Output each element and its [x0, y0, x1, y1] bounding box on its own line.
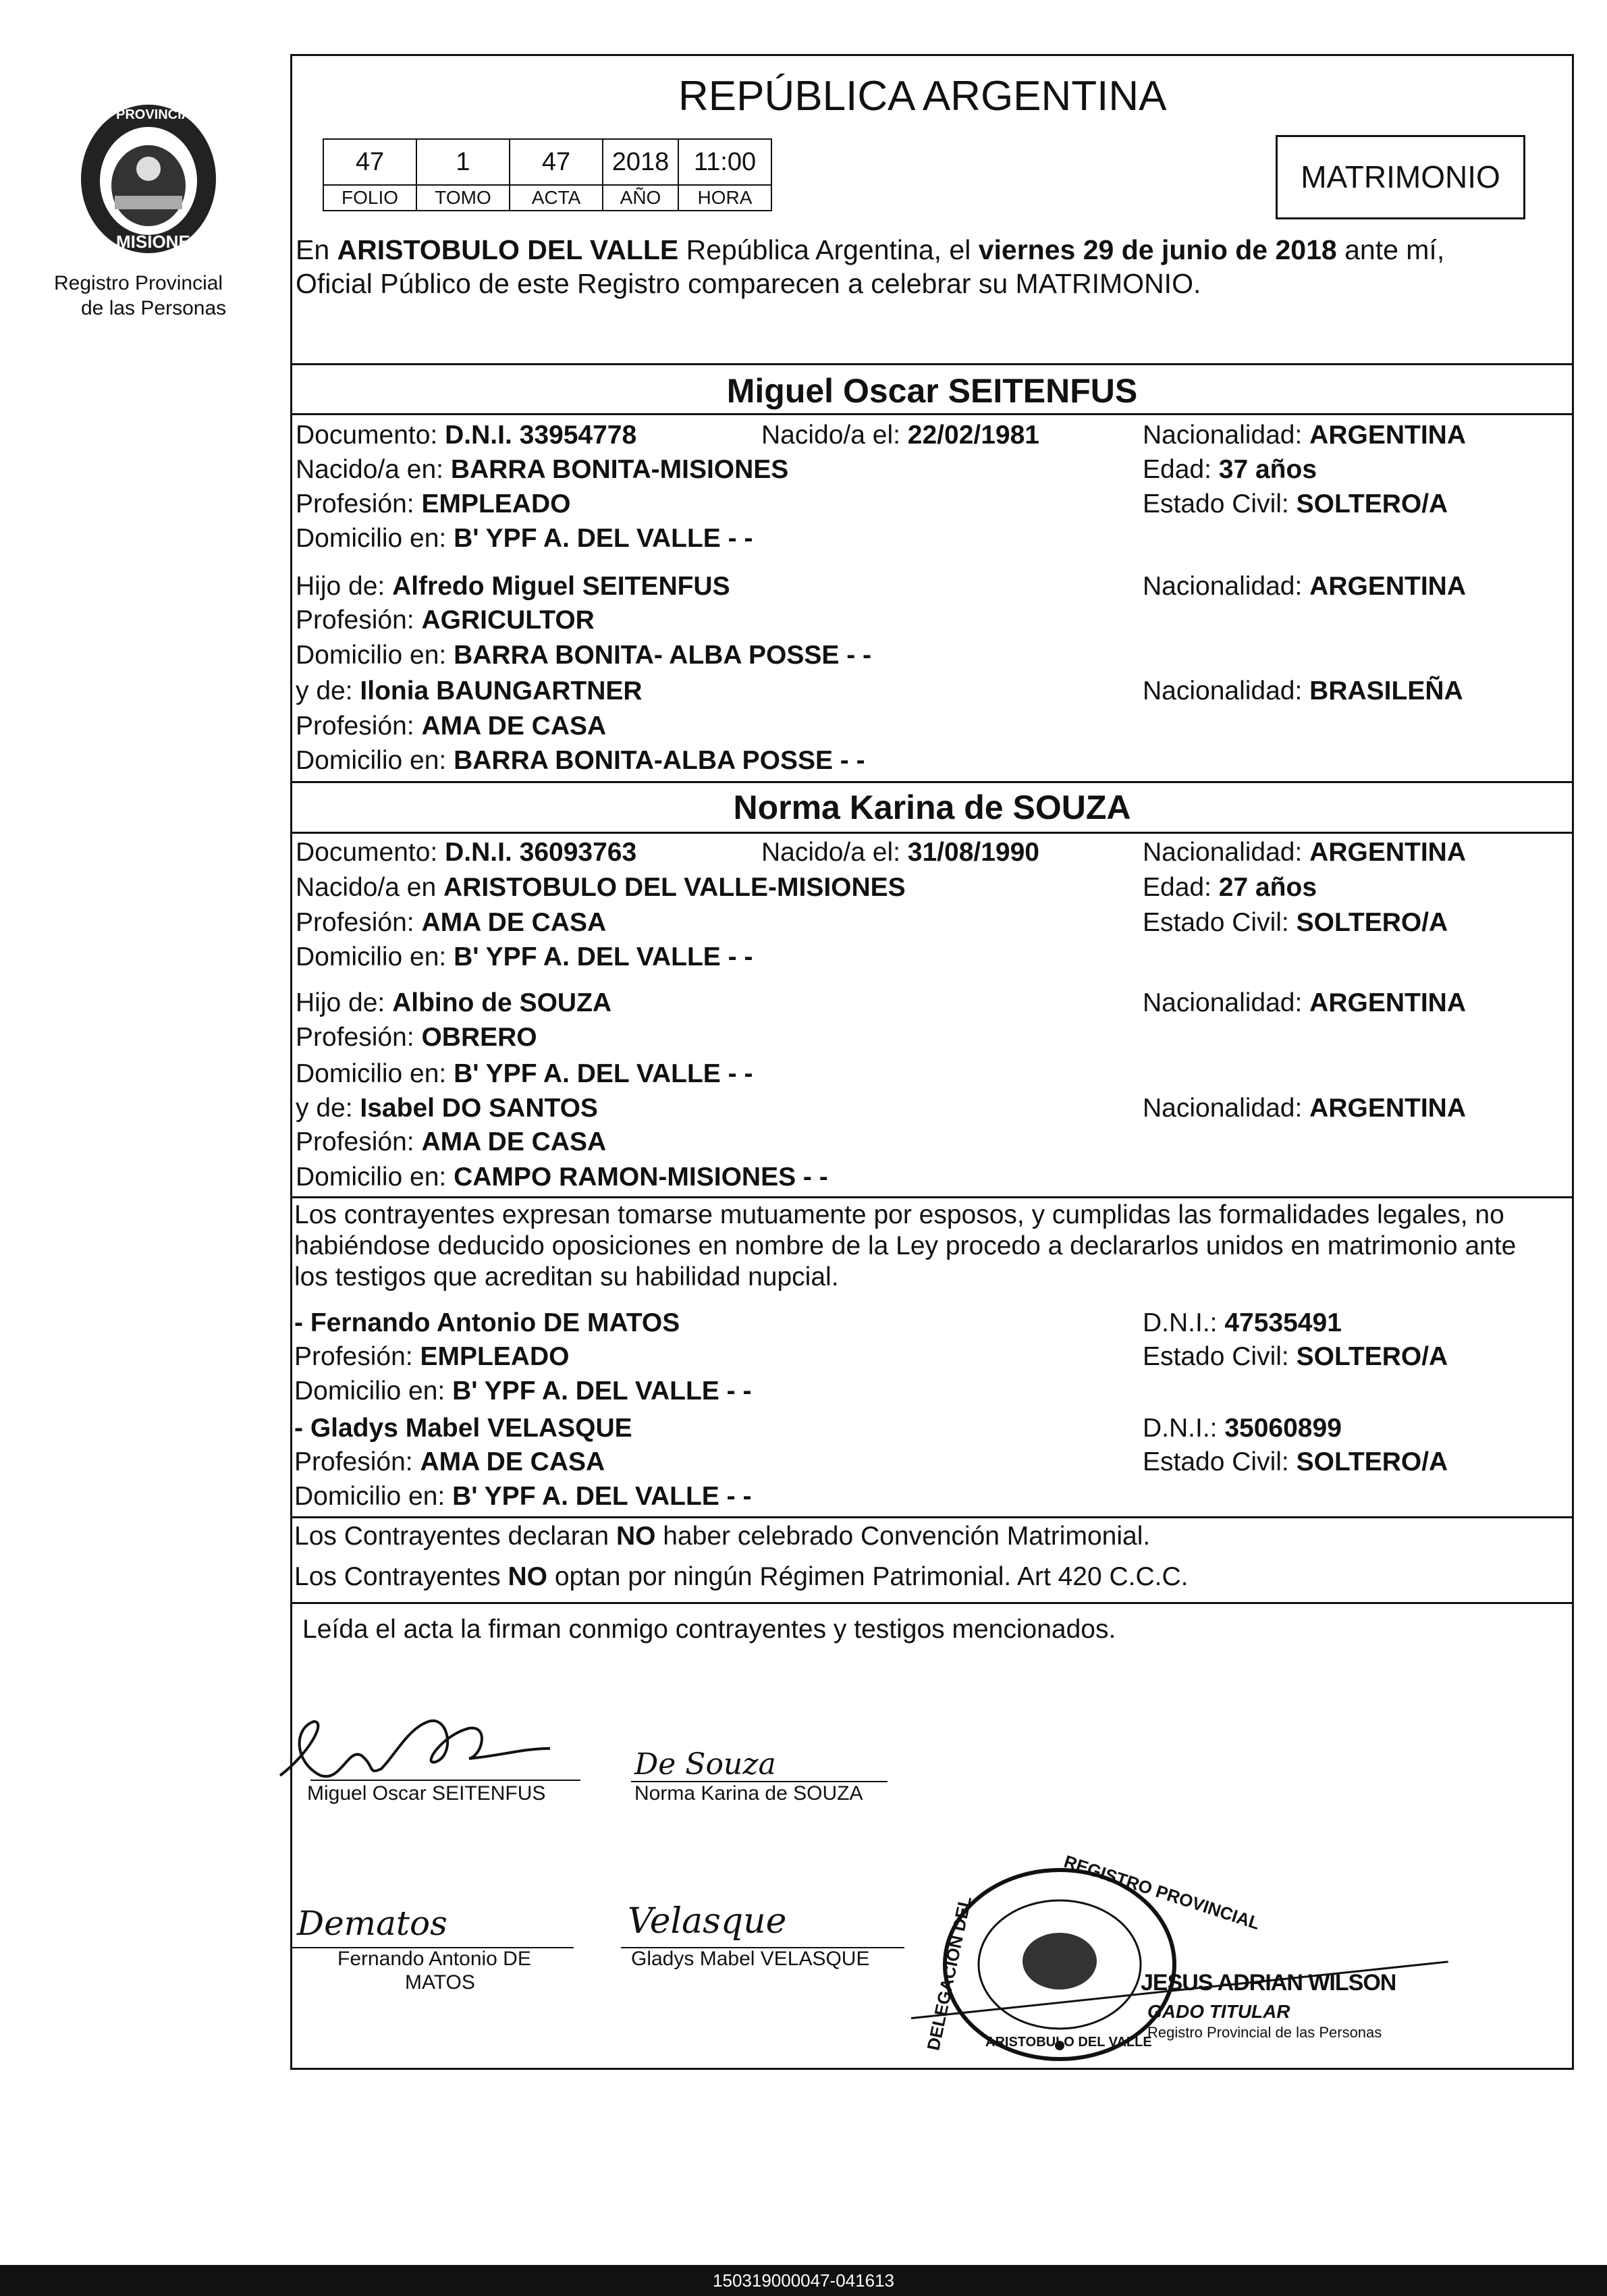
spouse1-name: Miguel Oscar SEITENFUS	[726, 372, 1138, 410]
intro-place: ARISTOBULO DEL VALLE	[337, 234, 679, 265]
spouse1-father-address	[296, 642, 871, 668]
field-label: Estado Civil:	[1143, 1342, 1289, 1371]
spouse2-mother-address	[296, 1164, 828, 1190]
divider	[290, 363, 1574, 365]
folio-label: FOLIO	[323, 185, 416, 211]
field-value: AGRICULTOR	[421, 606, 595, 635]
declaration-line1: Los contrayentes expresan tomarse mutuamente por esposos, y cumplidas las formalidades legales, no	[294, 1200, 1504, 1229]
spouse1-documento	[296, 422, 636, 448]
field-value: ARISTOBULO DEL VALLE-MISIONES	[443, 873, 906, 902]
signature-witness1: Dematos	[297, 1904, 447, 1943]
field-value: ARGENTINA	[1309, 1094, 1467, 1123]
field-label: Nacido/a en:	[296, 455, 443, 484]
spouse1-birthplace	[296, 456, 788, 483]
field-label: Profesión:	[296, 489, 414, 518]
spouse2-mother-profession	[296, 1129, 606, 1155]
witness2-address	[294, 1483, 751, 1510]
field-value: 22/02/1981	[907, 421, 1039, 450]
registry-seal	[67, 95, 229, 263]
text: optan por ningún Régimen Patrimonial. Art 420 C.C.C.	[547, 1562, 1189, 1591]
record-type-box	[1276, 135, 1525, 219]
field-value: 31/08/1990	[907, 838, 1039, 867]
field-label: y de:	[296, 1094, 353, 1123]
field-label: Domicilio en:	[296, 524, 447, 553]
field-value: 37 años	[1218, 455, 1317, 484]
witness1-dni	[1143, 1310, 1342, 1336]
field-label: Edad:	[1143, 873, 1211, 902]
witness2-profession	[294, 1449, 605, 1475]
field-value: ARGENTINA	[1309, 421, 1467, 450]
field-value: 35060899	[1224, 1414, 1342, 1443]
divider	[290, 832, 1574, 834]
hora-label: HORA	[678, 185, 771, 211]
field-value: D.N.I. 36093763	[445, 838, 637, 867]
spouse2-profession	[296, 909, 606, 936]
divider	[290, 1602, 1574, 1604]
spouse1-address	[296, 525, 753, 552]
acta-label: ACTA	[510, 185, 603, 211]
field-label: Nacionalidad:	[1143, 572, 1303, 601]
seal-bottom-text: MISIONES	[116, 232, 202, 252]
field-label: Profesión:	[296, 1127, 414, 1156]
signature-spouse2: De Souza	[634, 1747, 776, 1782]
closing-statement: Leída el acta la firman conmigo contrayentes y testigos mencionados.	[302, 1615, 1116, 1644]
text: NO	[508, 1562, 548, 1591]
stamp-official-dept: Registro Provincial de las Personas	[1147, 2024, 1382, 2041]
field-value: AMA DE CASA	[421, 908, 607, 937]
spouse2-mother	[296, 1095, 598, 1121]
field-label: Edad:	[1143, 455, 1211, 484]
spouse2-father-nationality	[1143, 990, 1466, 1016]
spouse2-birthplace	[296, 874, 906, 901]
declaration-line3: los testigos que acreditan su habilidad nupcial.	[294, 1262, 839, 1291]
field-value: BRASILEÑA	[1309, 676, 1463, 705]
tomo-label: TOMO	[416, 185, 510, 211]
field-label: Domicilio en:	[296, 1059, 447, 1088]
text: haber celebrado Convención Matrimonial.	[655, 1522, 1151, 1551]
registry-name-line1: Registro Provincial	[54, 272, 223, 294]
signature-label-spouse2: Norma Karina de SOUZA	[634, 1782, 863, 1805]
signature-label-witness2: Gladys Mabel VELASQUE	[631, 1948, 870, 1970]
spouse1-mother-address	[296, 747, 865, 774]
witness1-address	[294, 1378, 751, 1404]
field-label: Profesión:	[294, 1447, 413, 1476]
intro-date: viernes 29 de junio de 2018	[978, 234, 1337, 265]
field-label: y de:	[296, 676, 353, 705]
intro-text-c: ante mí,	[1336, 234, 1445, 265]
spouse2-father-profession	[296, 1024, 537, 1050]
record-type-label: MATRIMONIO	[1301, 159, 1500, 194]
document-code: 150319000047-041613	[713, 2270, 894, 2291]
field-value: OBRERO	[421, 1023, 537, 1052]
anio-label: AÑO	[603, 185, 678, 211]
field-label: Profesión:	[296, 606, 414, 635]
stamp-ring-text-left: DELEGACION DEL	[923, 1894, 976, 2052]
text: NO	[616, 1522, 656, 1551]
field-label: Profesión:	[296, 1023, 414, 1052]
intro-text-b: República Argentina, el	[678, 234, 979, 265]
spouse2-documento	[296, 839, 636, 865]
intro-text-a: En	[296, 234, 337, 265]
field-label: Domicilio en:	[296, 746, 447, 775]
field-label: Nacido/a el:	[761, 421, 900, 450]
spouse2-mother-nationality	[1143, 1095, 1466, 1121]
acta-value: 47	[510, 139, 603, 185]
stamp-official-title: GADO TITULAR	[1147, 2001, 1290, 2022]
divider	[290, 1196, 1574, 1198]
witness2-name	[294, 1415, 632, 1441]
registry-name-line2: de las Personas	[81, 297, 227, 319]
stamp-official-name: JESUS ADRIAN WILSON	[1141, 1970, 1396, 1996]
field-label: Domicilio en:	[296, 641, 447, 670]
signature-label-witness1-line2: MATOS	[405, 1971, 475, 1994]
field-value: B' YPF A. DEL VALLE - -	[452, 1482, 752, 1511]
spouse1-mother	[296, 678, 643, 704]
spouse1-birthdate	[761, 422, 1039, 448]
field-value: B' YPF A. DEL VALLE - -	[452, 1377, 752, 1406]
spouse2-address	[296, 944, 753, 970]
field-label: Hijo de:	[296, 572, 385, 601]
stamp-inner-text: ARISTOBULO DEL VALLE	[985, 2035, 1152, 2050]
witness1-profession	[294, 1343, 569, 1370]
witness1-marital-status	[1143, 1343, 1448, 1370]
field-value: D.N.I. 33954778	[445, 421, 637, 450]
field-value: AMA DE CASA	[421, 712, 607, 741]
seal-top-text: PROVINCIA DE	[116, 107, 213, 122]
text: Los Contrayentes	[294, 1562, 508, 1591]
field-value: SOLTERO/A	[1296, 1447, 1448, 1476]
field-value: Isabel DO SANTOS	[360, 1094, 598, 1123]
signature-spouse1	[267, 1674, 604, 1796]
field-value: SOLTERO/A	[1296, 1342, 1448, 1371]
field-value: B' YPF A. DEL VALLE - -	[454, 524, 753, 553]
field-label: Nacionalidad:	[1143, 421, 1303, 450]
field-label: Profesión:	[294, 1342, 413, 1371]
field-label: Domicilio en:	[294, 1377, 445, 1406]
declaration-line2: habiéndose deducido oposiciones en nombre de la Ley procedo a declararlos unidos en matrimonio ante	[294, 1231, 1517, 1260]
field-value: BARRA BONITA-MISIONES	[450, 455, 789, 484]
record-id-grid	[323, 138, 772, 211]
field-label: Estado Civil:	[1143, 1447, 1289, 1476]
field-label: Estado Civil:	[1143, 489, 1289, 518]
spouse2-father-address	[296, 1061, 753, 1087]
field-value: SOLTERO/A	[1296, 489, 1448, 518]
field-label: Profesión:	[296, 712, 414, 741]
field-value: AMA DE CASA	[420, 1447, 605, 1476]
stamp-ring-text-top: REGISTRO PROVINCIAL	[1061, 1850, 1263, 1934]
field-label: Hijo de:	[296, 988, 385, 1017]
field-value: EMPLEADO	[421, 489, 571, 518]
spouse1-profession	[296, 491, 570, 517]
divider	[290, 413, 1574, 415]
signature-witness2: Velasque	[628, 1901, 787, 1942]
spouse1-father-profession	[296, 607, 595, 633]
field-value: ARGENTINA	[1309, 572, 1467, 601]
intro-line2: Oficial Público de este Registro comparecen a celebrar su MATRIMONIO.	[296, 268, 1201, 299]
spouse2-father	[296, 990, 611, 1016]
spouse2-birthdate	[761, 839, 1039, 865]
field-value: B' YPF A. DEL VALLE - -	[454, 942, 753, 971]
spouse1-mother-profession	[296, 713, 606, 739]
signature-line	[310, 1780, 580, 1781]
witness2-dni	[1143, 1415, 1342, 1441]
divider	[290, 1516, 1574, 1518]
field-value: ARGENTINA	[1309, 838, 1467, 867]
field-label: Nacionalidad:	[1143, 988, 1303, 1017]
folio-value: 47	[323, 139, 416, 185]
field-label: Domicilio en:	[294, 1482, 445, 1511]
spouse1-age	[1143, 456, 1317, 483]
field-value: Ilonia BAUNGARTNER	[360, 676, 643, 705]
field-label: Nacido/a el:	[761, 838, 900, 867]
field-label: D.N.I.:	[1143, 1308, 1218, 1337]
spouse1-nationality	[1143, 422, 1466, 448]
field-value: SOLTERO/A	[1296, 908, 1448, 937]
text: Los Contrayentes declaran	[294, 1522, 616, 1551]
field-value: 47535491	[1224, 1308, 1342, 1337]
regime-statement	[294, 1564, 1189, 1590]
witness1-name	[294, 1310, 680, 1336]
field-label: Documento:	[296, 421, 438, 450]
field-label: Domicilio en:	[296, 942, 447, 971]
field-label: Estado Civil:	[1143, 908, 1289, 937]
field-label: D.N.I.:	[1143, 1414, 1218, 1443]
field-value: B' YPF A. DEL VALLE - -	[454, 1059, 753, 1088]
intro-line1	[296, 236, 1444, 264]
spouse1-father-nationality	[1143, 573, 1466, 599]
field-label: Documento:	[296, 838, 438, 867]
spouse2-nationality	[1143, 839, 1466, 865]
divider	[290, 781, 1574, 783]
field-value: AMA DE CASA	[421, 1127, 607, 1156]
field-label: Domicilio en:	[296, 1163, 447, 1192]
signature-label-witness1-line1: Fernando Antonio DE	[337, 1948, 531, 1970]
field-label: Nacionalidad:	[1143, 676, 1303, 705]
field-value: BARRA BONITA- ALBA POSSE - -	[454, 641, 872, 670]
field-value: - Gladys Mabel VELASQUE	[294, 1414, 632, 1443]
tomo-value: 1	[416, 139, 510, 185]
field-value: Albino de SOUZA	[392, 988, 612, 1017]
field-value: BARRA BONITA-ALBA POSSE - -	[454, 746, 865, 775]
field-value: - Fernando Antonio DE MATOS	[294, 1308, 680, 1337]
convention-statement	[294, 1523, 1150, 1549]
spouse1-marital-status	[1143, 491, 1448, 517]
spouse1-mother-nationality	[1143, 678, 1463, 704]
spouse1-father	[296, 573, 730, 599]
field-value: ARGENTINA	[1309, 988, 1467, 1017]
field-label: Profesión:	[296, 908, 414, 937]
field-value: CAMPO RAMON-MISIONES - -	[454, 1163, 828, 1192]
field-value: Alfredo Miguel SEITENFUS	[392, 572, 730, 601]
field-value: EMPLEADO	[420, 1342, 570, 1371]
field-label: Nacido/a en	[296, 873, 437, 902]
field-value: 27 años	[1218, 873, 1317, 902]
spouse2-age	[1143, 874, 1317, 901]
field-label: Nacionalidad:	[1143, 1094, 1303, 1123]
document-title: REPÚBLICA ARGENTINA	[678, 73, 1167, 119]
document-barcode-footer	[0, 2265, 1607, 2296]
signature-label-spouse1: Miguel Oscar SEITENFUS	[307, 1782, 546, 1805]
spouse2-name: Norma Karina de SOUZA	[733, 789, 1131, 826]
witness2-marital-status	[1143, 1449, 1448, 1475]
field-label: Nacionalidad:	[1143, 838, 1303, 867]
hora-value: 11:00	[678, 139, 771, 185]
anio-value: 2018	[603, 139, 678, 185]
spouse2-marital-status	[1143, 909, 1448, 936]
